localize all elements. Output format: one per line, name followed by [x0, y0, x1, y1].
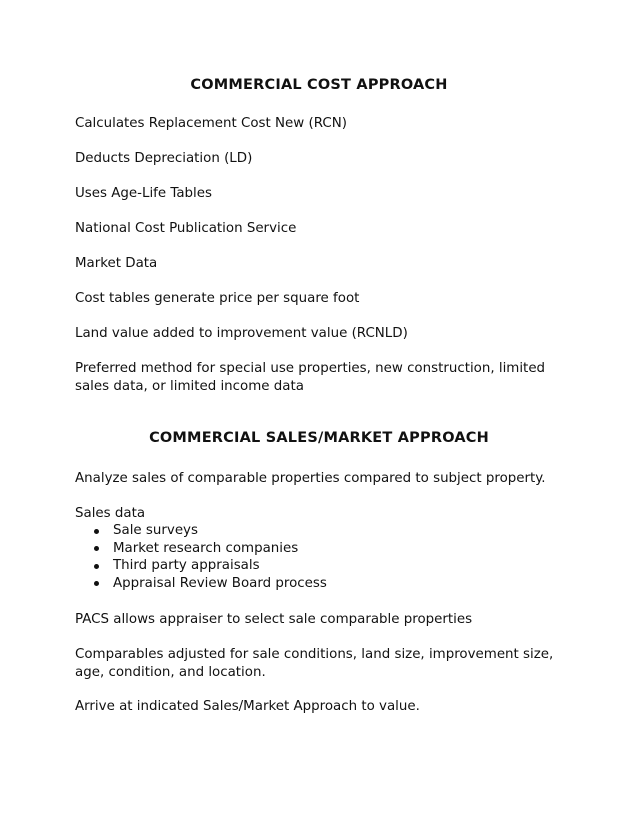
list-item — [75, 557, 327, 575]
cost-paragraph-rcnld: Land value added to improvement value (RCNLD) — [75, 326, 408, 341]
sales-data-label: Sales data — [75, 506, 146, 521]
cost-paragraph-rcn: Calculates Replacement Cost New (RCN) — [75, 116, 347, 131]
bullet-icon — [94, 564, 99, 569]
sales-intro-paragraph: Analyze sales of comparable properties compared to subject property. — [75, 471, 546, 486]
bullet-text: Sale surveys — [113, 523, 198, 538]
bullet-icon — [94, 546, 99, 551]
sales-approach-heading: COMMERCIAL SALES/MARKET APPROACH — [149, 430, 489, 446]
sales-paragraph-indicated-value: Arrive at indicated Sales/Market Approach to value. — [75, 699, 420, 714]
cost-approach-heading: COMMERCIAL COST APPROACH — [190, 77, 448, 93]
cost-paragraph-price-per-sqft: Cost tables generate price per square foot — [75, 291, 360, 306]
sales-paragraph-pacs: PACS allows appraiser to select sale comparable properties — [75, 612, 473, 627]
list-item — [75, 575, 327, 593]
cost-paragraph-depreciation: Deducts Depreciation (LD) — [75, 151, 253, 166]
list-item — [75, 522, 327, 540]
cost-paragraph-publication-service: National Cost Publication Service — [75, 221, 297, 236]
cost-paragraph-age-life: Uses Age-Life Tables — [75, 186, 212, 201]
cost-paragraph-preferred-method: Preferred method for special use properties, new construction, limited sales data, or limited income data — [75, 361, 546, 394]
bullet-icon — [94, 581, 99, 586]
bullet-icon — [94, 529, 99, 534]
sales-data-bullet-list — [75, 522, 327, 592]
bullet-text: Appraisal Review Board process — [113, 575, 327, 591]
sales-paragraph-comparables-adjusted: Comparables adjusted for sale conditions, land size, improvement size, age, condition, and location. — [75, 647, 554, 680]
bullet-text: Market research companies — [113, 540, 299, 556]
cost-paragraph-market-data: Market Data — [75, 256, 158, 271]
bullet-text: Third party appraisals — [113, 558, 260, 573]
list-item — [75, 540, 327, 558]
